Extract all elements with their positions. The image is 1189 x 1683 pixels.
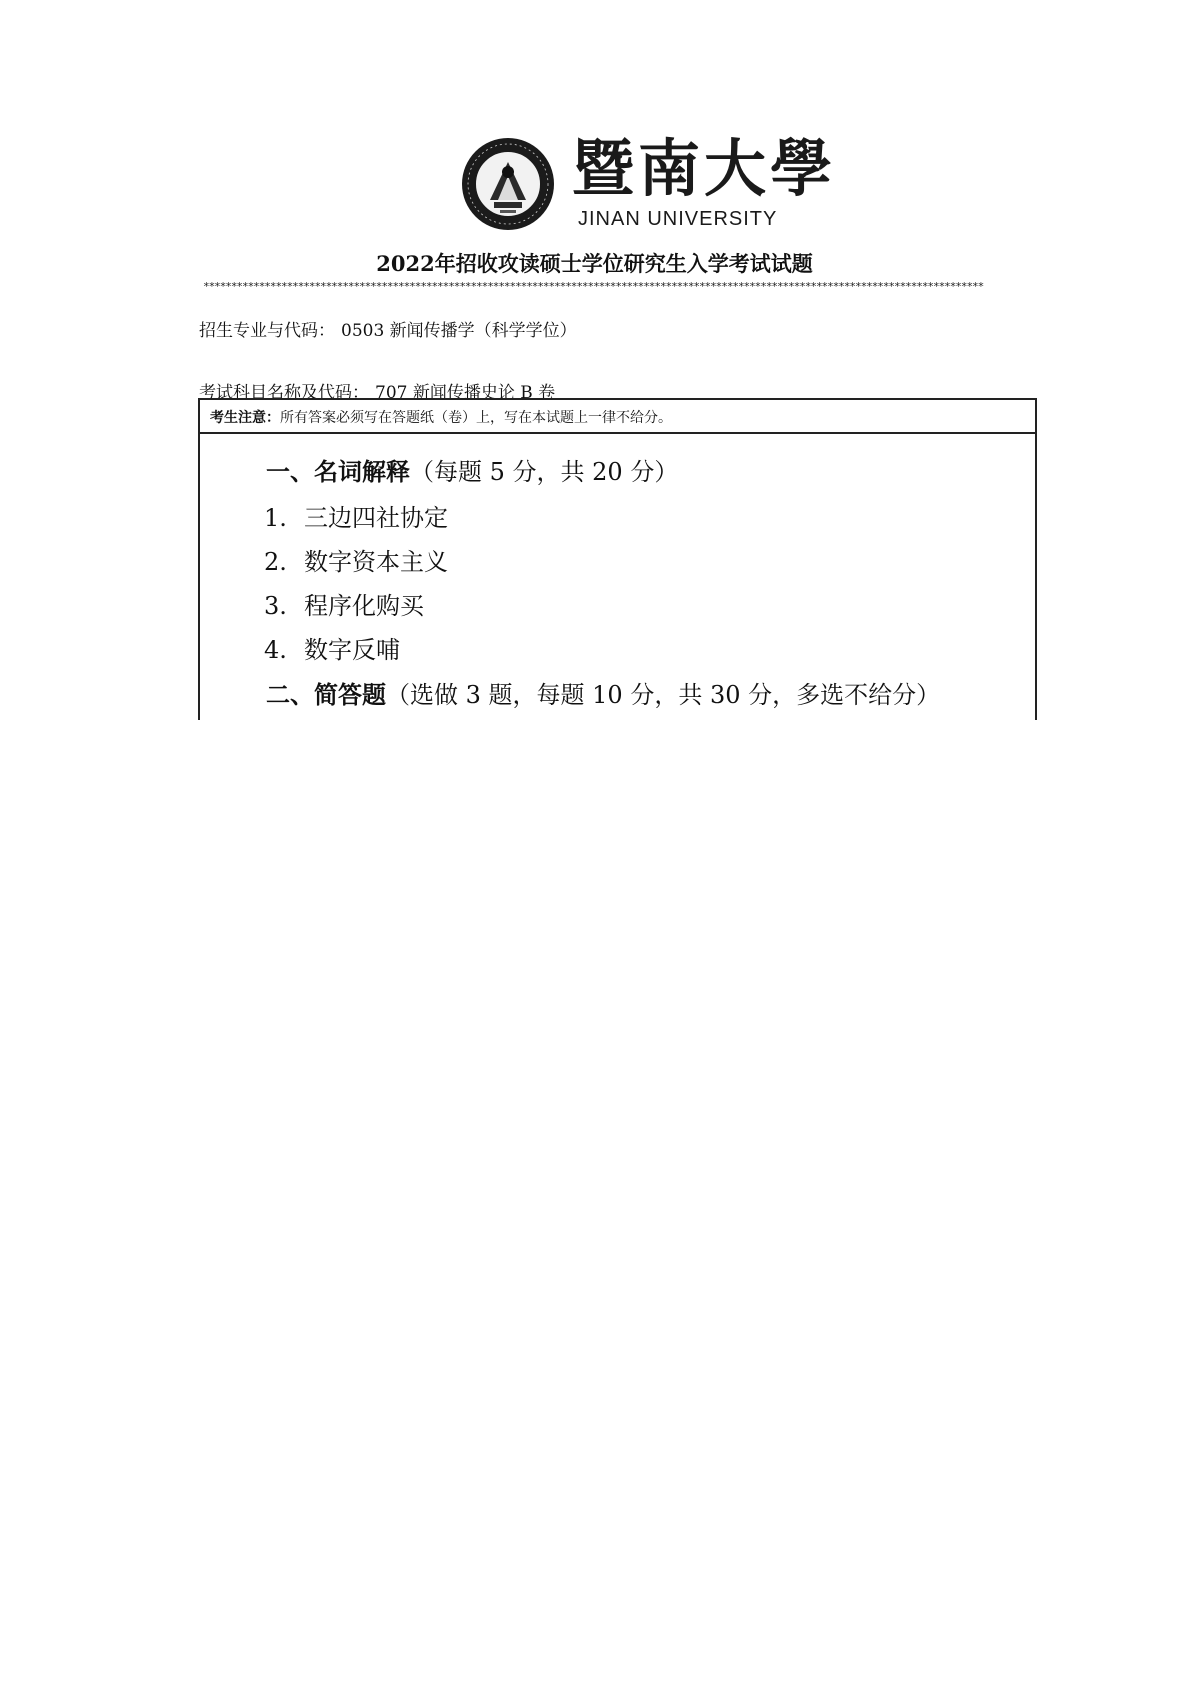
question-text: 程序化购买 — [304, 592, 424, 620]
star-divider: ******************************************************************************************************************************************** — [203, 282, 984, 292]
question-item — [264, 498, 448, 533]
section-heading-term-definitions — [266, 452, 678, 487]
question-item — [264, 630, 400, 665]
question-number: 3. — [264, 592, 287, 620]
question-number: 2. — [264, 548, 287, 576]
question-box — [198, 398, 1037, 720]
exam-title: 2022年招收攻读硕士学位研究生入学考试试题 — [376, 251, 813, 276]
university-logo — [460, 132, 837, 234]
brand-name-chinese: 暨南大學 — [572, 132, 837, 205]
subject-value: 707 新闻传播史论 B 卷 — [375, 383, 556, 403]
university-seal-icon — [460, 136, 556, 232]
question-number: 4. — [264, 636, 287, 664]
question-text: 数字反哺 — [304, 636, 400, 664]
brand-name-english: JINAN UNIVERSITY — [578, 208, 778, 230]
notice-label: 考生注意： — [210, 410, 280, 426]
subject-label: 考试科目名称及代码： — [199, 383, 369, 403]
notice-text: 所有答案必须写在答题纸（卷）上，写在本试题上一律不给分。 — [280, 410, 672, 426]
section-heading-short-answer — [266, 675, 940, 710]
question-item — [264, 542, 448, 577]
major-value: 0503 新闻传播学（科学学位） — [341, 321, 577, 341]
section-note: （选做 3 题，每题 10 分，共 30 分，多选不给分） — [386, 681, 941, 709]
question-text: 三边四社协定 — [304, 504, 448, 532]
question-number: 1. — [264, 504, 287, 532]
major-label: 招生专业与代码： — [199, 321, 335, 341]
section-note: （每题 5 分，共 20 分） — [410, 458, 679, 486]
major-line — [199, 316, 577, 341]
section-title: 一、名词解释 — [266, 457, 410, 486]
question-text: 数字资本主义 — [304, 548, 448, 576]
candidate-notice — [200, 400, 1035, 434]
section-title: 二、简答题 — [266, 680, 386, 709]
question-item — [264, 586, 424, 621]
